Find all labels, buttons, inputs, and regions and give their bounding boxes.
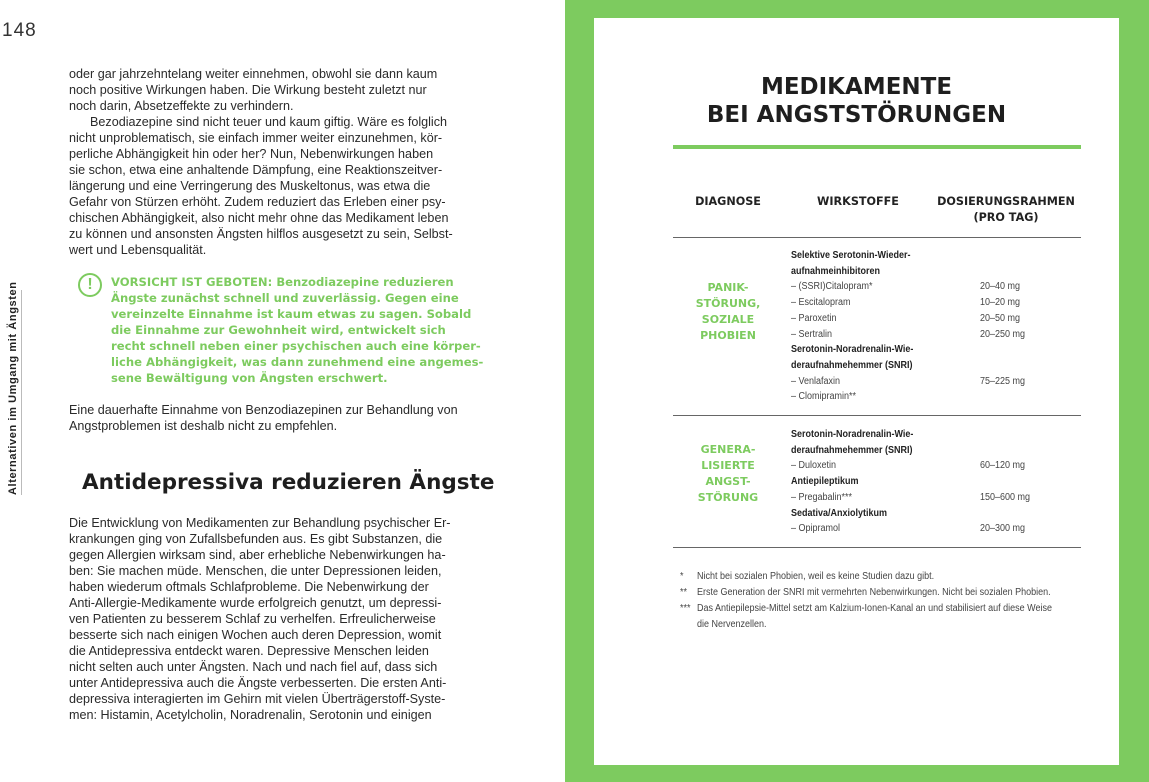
- diagnosis-label: ANGST-: [705, 475, 751, 488]
- body-text-line: die Antidepressiva entdeckt waren. Depressive Menschen leiden: [69, 644, 429, 658]
- body-text-line: gegen Allergien wirksam sind, aber erhebliche Nebenwirkungen ha-: [69, 548, 446, 562]
- footnote-text: Das Antiepilepsie-Mittel setzt am Kalzium-Ionen-Kanal an und stabilisiert auf diese Weise: [697, 603, 1053, 614]
- body-text-line: ben: Sie machen müde. Menschen, die unter Depressionen leiden,: [69, 564, 442, 578]
- table-bottom-rule: [673, 547, 1081, 548]
- diagnosis-label: PANIK-: [707, 281, 749, 294]
- running-head-rule: [21, 290, 22, 495]
- exclamation-circle-icon: !: [78, 273, 102, 297]
- running-head: Alternativen im Umgang mit Ängsten: [7, 281, 19, 495]
- footnote-mark: *: [680, 571, 684, 582]
- body-text-line: noch darin, Absetzeffekte zu verhindern.: [69, 99, 294, 113]
- body-text-line: chischen Abhängigkeit, also nicht mehr ohne das Medikament leben: [69, 211, 449, 225]
- body-text-line: haben wiederum oftmals Schlafprobleme. Die Nebenwirkung der: [69, 580, 429, 594]
- body-text-line: oder gar jahrzehntelang weiter einnehmen, obwohl sie dann kaum: [69, 67, 438, 81]
- callout-text-line: liche Abhängigkeit, was dann zunehmend eine angemes-: [111, 355, 484, 369]
- section-heading: Antidepressiva reduzieren Ängste: [82, 470, 495, 495]
- drug-class: Serotonin-Noradrenalin-Wie-: [791, 429, 914, 440]
- dosage: 20–300 mg: [980, 523, 1026, 535]
- diagnosis-label: SOZIALE: [701, 313, 755, 326]
- drug-name: – Opipramol: [791, 523, 841, 535]
- info-panel: [594, 18, 1119, 765]
- dosage: 20–50 mg: [980, 312, 1021, 324]
- diagnosis-label: LISIERTE: [701, 459, 755, 472]
- drug-name: – Escitalopram: [791, 297, 851, 309]
- dosage: 20–40 mg: [980, 281, 1021, 293]
- footnote-text: Erste Generation der SNRI mit vermehrten Nebenwirkungen. Nicht bei sozialen Phobien.: [697, 587, 1051, 598]
- body-text-line: Gefahr von Stürzen erhöht. Zudem reduziert das Erleben einer psy-: [69, 195, 446, 209]
- callout-text-line: sene Bewältigung von Ängsten erschwert.: [111, 371, 388, 385]
- body-text-line: ven Patienten zu besserem Schlaf zu verhelfen. Erfreulicherweise: [69, 612, 436, 626]
- page-number: 148: [2, 20, 37, 41]
- drug-name: – Paroxetin: [791, 312, 837, 324]
- diagnosis-label: GENERA-: [700, 443, 756, 456]
- drug-name: – Pregabalin***: [791, 491, 853, 503]
- body-text-line: men: Histamin, Acetylcholin, Noradrenalin, Serotonin und einigen: [69, 708, 432, 722]
- body-text-line: noch positive Wirkungen haben. Die Wirkung besteht zuletzt nur: [69, 83, 427, 97]
- drug-class: Antiepileptikum: [791, 476, 859, 488]
- drug-name: – Clomipramin**: [791, 391, 857, 403]
- header-diagnose: DIAGNOSE: [695, 195, 761, 208]
- diagnosis-label: STÖRUNG,: [695, 297, 761, 310]
- header-wirkstoffe: WIRKSTOFFE: [817, 195, 899, 208]
- body-text-line: perliche Abhängigkeit hin oder her? Nun, Nebenwirkungen haben: [69, 147, 434, 161]
- header-dosierung: DOSIERUNGSRAHMEN: [937, 195, 1075, 208]
- body-text-line: zu können und ansonsten Ängsten hilflos ausgesetzt zu sein, Selbst-: [69, 227, 453, 241]
- drug-class: Sedativa/Anxiolytikum: [791, 507, 888, 519]
- drug-name: – (SSRI)Citalopram*: [791, 281, 873, 293]
- drug-name: – Sertralin: [791, 328, 833, 340]
- diagnosis-label: STÖRUNG: [697, 491, 759, 504]
- callout-text-line: vereinzelte Einnahme ist kaum etwas zu sagen. Sobald: [111, 307, 472, 321]
- body-text-line: Bezodiazepine sind nicht teuer und kaum giftig. Wäre es folglich: [90, 115, 448, 129]
- panel-title: MEDIKAMENTE: [760, 74, 953, 100]
- diagnosis-label: PHOBIEN: [700, 329, 756, 342]
- header-pro-tag: (PRO TAG): [973, 211, 1039, 224]
- dosage: 150–600 mg: [980, 491, 1031, 503]
- footnote-text: die Nervenzellen.: [697, 619, 767, 630]
- callout-text-line: recht schnell neben einer psychischen auch eine körper-: [111, 339, 481, 353]
- table-group-rule: [673, 415, 1081, 416]
- body-text-line: Die Entwicklung von Medikamenten zur Behandlung psychischer Er-: [69, 516, 451, 530]
- footnote-mark: ***: [680, 603, 691, 614]
- body-text-line: längerung und eine Verringerung des Muskeltonus, was etwa die: [69, 179, 431, 193]
- body-text-line: besserte sich nach einigen Wochen auch deren Depression, womit: [69, 628, 442, 642]
- drug-name: – Venlafaxin: [791, 375, 841, 387]
- body-text-line: depressiva interagierten im Gehirn mit vielen Überträgerstoff-Syste-: [69, 692, 446, 706]
- title-underline: [673, 145, 1081, 149]
- drug-class: Selektive Serotonin-Wieder-: [791, 250, 911, 261]
- body-text-line: sie schon, etwa eine anhaltende Dämpfung, eine Reaktionszeitver-: [69, 163, 443, 177]
- dosage: 20–250 mg: [980, 328, 1026, 340]
- drug-class: aufnahmeinhibitoren: [791, 265, 881, 277]
- drug-class: deraufnahmehemmer (SNRI): [791, 444, 913, 456]
- callout-text-line: die Einnahme zur Gewohnheit wird, entwickelt sich: [111, 323, 446, 337]
- footnote-text: Nicht bei sozialen Phobien, weil es keine Studien dazu gibt.: [697, 571, 935, 582]
- body-text-line: wert und Lebensqualität.: [69, 243, 207, 257]
- body-text-line: nicht selten auch unter Ängsten. Nach und nach fiel auf, dass sich: [69, 660, 438, 674]
- callout-text-line: Ängste zunächst schnell und zuverlässig. Gegen eine: [111, 291, 459, 305]
- body-text-line: Angstproblemen ist deshalb nicht zu empfehlen.: [69, 419, 338, 433]
- body-text-line: unter Antidepressiva auch die Ängste verbesserten. Die ersten Anti-: [69, 676, 447, 690]
- dosage: 10–20 mg: [980, 297, 1021, 309]
- body-text-line: nicht unproblematisch, sie einfach immer weiter einzunehmen, kör-: [69, 131, 443, 145]
- dosage: 75–225 mg: [980, 375, 1026, 387]
- body-text-line: Eine dauerhafte Einnahme von Benzodiazepinen zur Behandlung von: [69, 403, 458, 417]
- body-text-line: Anti-Allergie-Medikamente wurde erfolgreich genutzt, um depressi-: [69, 596, 442, 610]
- drug-name: – Duloxetin: [791, 460, 837, 472]
- dosage: 60–120 mg: [980, 460, 1026, 472]
- drug-class: Serotonin-Noradrenalin-Wie-: [791, 344, 914, 356]
- panel-title: BEI ANGSTSTÖRUNGEN: [706, 102, 1007, 128]
- table-header-rule: [673, 237, 1081, 238]
- drug-class: deraufnahmehemmer (SNRI): [791, 359, 913, 371]
- callout-text-line: VORSICHT IST GEBOTEN: Benzodiazepine reduzieren: [111, 275, 454, 289]
- footnote-mark: **: [680, 587, 688, 598]
- body-text-line: krankungen ging von Zufallsbefunden aus. Es gibt Substanzen, die: [69, 532, 443, 546]
